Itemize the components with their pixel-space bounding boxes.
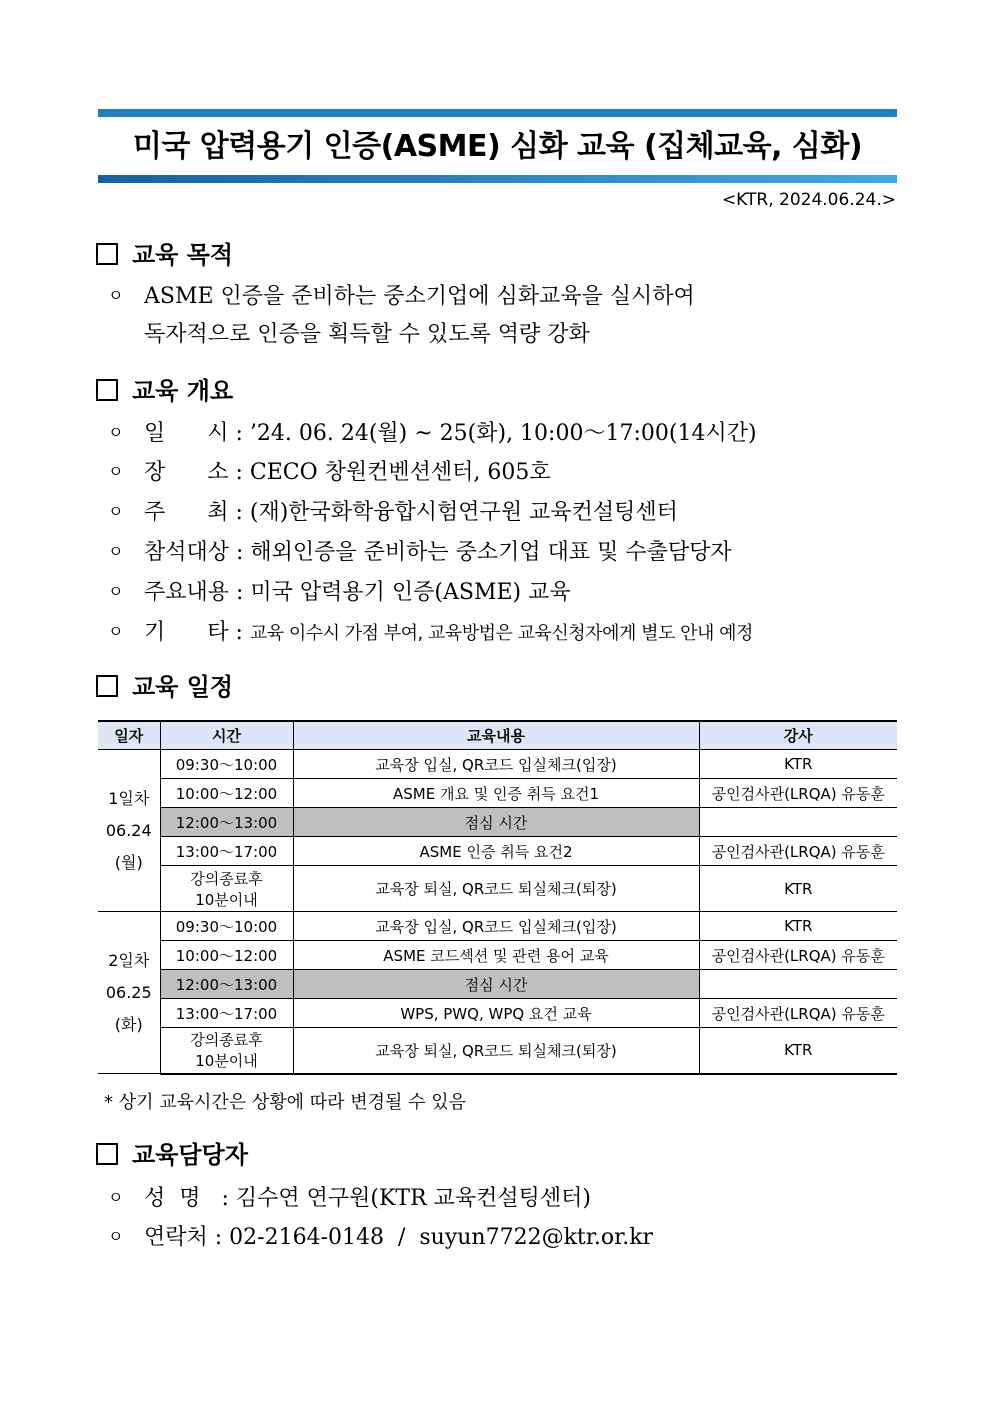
time-cell: 13:00～17:00	[160, 837, 293, 866]
content-cell: ASME 인증 취득 요건2	[293, 837, 699, 866]
title-bar-top	[98, 109, 897, 117]
time-cell: 12:00～13:00	[160, 808, 293, 837]
bullet-circle-icon: ㅇ	[108, 286, 124, 305]
title-bar-bottom	[98, 175, 897, 183]
header-day: 일자	[98, 721, 160, 750]
bullet-circle-icon: ㅇ	[108, 462, 124, 481]
table-row	[98, 999, 897, 1028]
table-row	[98, 1028, 897, 1074]
table-row-lunch	[98, 970, 897, 999]
content-cell: 교육장 퇴실, QR코드 퇴실체크(퇴장)	[293, 866, 699, 912]
bullet-circle-icon: ㅇ	[108, 1227, 124, 1246]
document-title: 미국 압력용기 인증(ASME) 심화 교육 (집체교육, 심화)	[132, 129, 863, 164]
header-content: 교육내용	[293, 721, 699, 750]
time-cell: 강의종료후 10분이내	[160, 1028, 293, 1074]
instructor-cell: 공인검사관(LRQA) 유동훈	[699, 837, 897, 866]
section-heading-overview: 교육 개요	[96, 376, 233, 406]
time-cell: 09:30～10:00	[160, 912, 293, 941]
instructor-cell: 공인검사관(LRQA) 유동훈	[699, 941, 897, 970]
bullet-circle-icon: ㅇ	[108, 582, 124, 601]
time-cell: 09:30～10:00	[160, 750, 293, 779]
table-header-row	[98, 721, 897, 750]
section-heading-schedule: 교육 일정	[96, 672, 233, 702]
overview-item-content: ㅇ 주요내용 : 미국 압력용기 인증(ASME) 교육	[108, 577, 571, 607]
table-row	[98, 912, 897, 941]
time-cell: 강의종료후 10분이내	[160, 866, 293, 912]
instructor-cell: KTR	[699, 866, 897, 912]
content-cell: 점심 시간	[293, 808, 699, 837]
content-cell: 교육장 입실, QR코드 입실체크(입장)	[293, 912, 699, 941]
content-cell: 점심 시간	[293, 970, 699, 999]
bullet-circle-icon: ㅇ	[108, 502, 124, 521]
section-heading-contact: 교육담당자	[96, 1140, 248, 1170]
table-row	[98, 837, 897, 866]
content-cell: WPS, PWQ, WPQ 요건 교육	[293, 999, 699, 1028]
table-row	[98, 941, 897, 970]
purpose-line-1: ㅇ ASME 인증을 준비하는 중소기업에 심화교육을 실시하여	[108, 281, 695, 311]
content-cell: 교육장 퇴실, QR코드 퇴실체크(퇴장)	[293, 1028, 699, 1074]
instructor-cell: KTR	[699, 750, 897, 779]
bullet-circle-icon: ㅇ	[108, 1188, 124, 1207]
time-cell: 10:00～12:00	[160, 779, 293, 808]
instructor-cell: 공인검사관(LRQA) 유동훈	[699, 779, 897, 808]
content-cell: 교육장 입실, QR코드 입실체크(입장)	[293, 750, 699, 779]
overview-item-place: ㅇ 장 소 : CECO 창원컨벤션센터, 605호	[108, 457, 551, 487]
document-date: <KTR, 2024.06.24.>	[721, 190, 896, 210]
schedule-note: * 상기 교육시간은 상황에 따라 변경될 수 있음	[104, 1092, 467, 1113]
checkbox-square-icon	[96, 1143, 118, 1165]
overview-item-etc: ㅇ 기 타 : 교육 이수시 가점 부여, 교육방법은 교육신청자에게 별도 안내 예정	[108, 617, 753, 647]
day-cell-2: 2일차 06.25 (화)	[98, 912, 160, 1074]
table-row	[98, 866, 897, 912]
checkbox-square-icon	[96, 379, 118, 401]
header-time: 시간	[160, 721, 293, 750]
table-row	[98, 750, 897, 779]
instructor-cell	[699, 970, 897, 999]
title-banner	[98, 109, 897, 183]
instructor-cell: KTR	[699, 912, 897, 941]
content-cell: ASME 코드섹션 및 관련 용어 교육	[293, 941, 699, 970]
schedule-table	[98, 720, 897, 1075]
purpose-line-2: 독자적으로 인증을 획득할 수 있도록 역량 강화	[144, 322, 590, 347]
contact-item-name: ㅇ 성 명 : 김수연 연구원(KTR 교육컨설팅센터)	[108, 1183, 591, 1213]
instructor-cell: KTR	[699, 1028, 897, 1074]
checkbox-square-icon	[96, 243, 118, 265]
content-cell: ASME 개요 및 인증 취득 요건1	[293, 779, 699, 808]
time-cell: 12:00～13:00	[160, 970, 293, 999]
time-cell: 10:00～12:00	[160, 941, 293, 970]
overview-item-target: ㅇ 참석대상 : 해외인증을 준비하는 중소기업 대표 및 수출담당자	[108, 537, 732, 567]
table-row	[98, 779, 897, 808]
bullet-circle-icon: ㅇ	[108, 423, 124, 442]
section-heading-purpose: 교육 목적	[96, 240, 233, 270]
table-row-lunch	[98, 808, 897, 837]
bullet-circle-icon: ㅇ	[108, 542, 124, 561]
contact-item-phone: ㅇ 연락처 : 02-2164-0148 / suyun7722@ktr.or.kr	[108, 1222, 653, 1252]
overview-item-date: ㅇ 일 시 : ’24. 06. 24(월) ~ 25(화), 10:00～17:00(14시간)	[108, 418, 757, 448]
header-instructor: 강사	[699, 721, 897, 750]
day-cell-1: 1일차 06.24 (월)	[98, 750, 160, 912]
bullet-circle-icon: ㅇ	[108, 622, 124, 641]
checkbox-square-icon	[96, 675, 118, 697]
instructor-cell: 공인검사관(LRQA) 유동훈	[699, 999, 897, 1028]
overview-item-host: ㅇ 주 최 : (재)한국화학융합시험연구원 교육컨설팅센터	[108, 497, 678, 527]
instructor-cell	[699, 808, 897, 837]
time-cell: 13:00～17:00	[160, 999, 293, 1028]
